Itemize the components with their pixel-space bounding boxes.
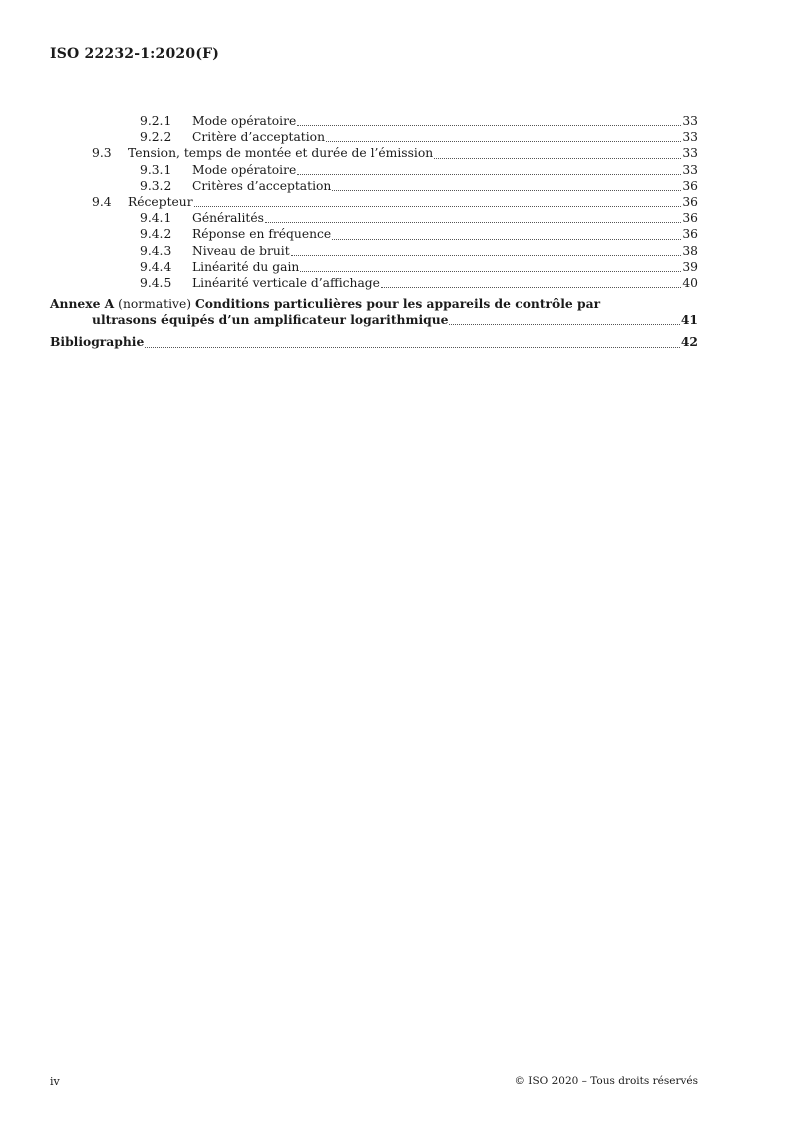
toc-entry-title: Réponse en fréquence (192, 227, 332, 242)
toc-entry-number: 9.3 (92, 146, 112, 161)
toc-entry-number: 9.4.3 (140, 243, 172, 258)
toc-entry-number: 9.4.2 (140, 227, 172, 242)
table-of-contents (50, 113, 698, 351)
annex-label: Annexe A (50, 296, 115, 312)
annex-title-part-1: Conditions particulières pour les appareils de contrôle par (194, 296, 601, 312)
document-id-header: ISO 22232-1:2020(F) (50, 46, 220, 62)
toc-entry-9-2-1[interactable] (50, 113, 698, 129)
footer-page-number: iv (50, 1075, 60, 1088)
annex-type: (normative) (118, 297, 192, 312)
toc-entry-number: 9.2.1 (140, 114, 172, 128)
annex-page: 41 (680, 312, 698, 328)
toc-entry-page: 36 (682, 211, 698, 226)
toc-entry-9-4-1[interactable] (50, 210, 698, 226)
dot-leader (297, 125, 681, 126)
toc-entry-title: Généralités (192, 211, 264, 226)
toc-entry-title: Linéarité verticale d’affichage (192, 275, 380, 290)
dot-leader (332, 239, 681, 240)
toc-entry-bibliography[interactable] (50, 334, 698, 350)
annex-title-line-1 (50, 296, 698, 312)
toc-entry-number: 9.3.2 (140, 178, 172, 193)
footer-copyright: © ISO 2020 – Tous droits réservés (514, 1075, 698, 1087)
toc-entry-9-3-1[interactable] (50, 162, 698, 178)
toc-entry-annex-a[interactable] (50, 296, 698, 328)
dot-leader (145, 347, 680, 348)
toc-entry-number: 9.4.4 (140, 259, 172, 274)
dot-leader (332, 190, 681, 191)
dot-leader (449, 324, 679, 325)
toc-entry-number: 9.4.5 (140, 275, 172, 290)
dot-leader (300, 271, 681, 272)
toc-entry-number: 9.4 (92, 194, 112, 209)
dot-leader (265, 222, 681, 223)
toc-entry-number: 9.3.1 (140, 162, 172, 177)
toc-entry-page: 36 (682, 227, 698, 242)
toc-entry-9-4[interactable] (50, 194, 698, 210)
dot-leader (297, 174, 681, 175)
toc-entry-page: 33 (682, 146, 698, 161)
toc-entry-page: 36 (682, 178, 698, 193)
dot-leader (381, 287, 681, 288)
toc-entry-page: 33 (682, 162, 698, 177)
toc-entry-page: 36 (682, 194, 698, 209)
toc-entry-title: Mode opératoire (192, 114, 297, 128)
toc-entry-9-4-5[interactable] (50, 275, 698, 291)
dot-leader (326, 141, 681, 142)
bibliography-title: Bibliographie (50, 334, 145, 350)
toc-entry-title: Critère d’acceptation (192, 130, 326, 145)
toc-entry-9-4-3[interactable] (50, 243, 698, 259)
dot-leader (434, 158, 681, 159)
toc-entry-page: 33 (682, 114, 698, 128)
dot-leader (291, 255, 681, 256)
toc-entry-page: 39 (682, 259, 698, 274)
toc-entry-number: 9.4.1 (140, 211, 172, 226)
toc-entry-9-3-2[interactable] (50, 178, 698, 194)
toc-entry-9-3[interactable] (50, 145, 698, 161)
dot-leader (194, 206, 681, 207)
toc-entry-title: Niveau de bruit (192, 243, 290, 258)
toc-entry-title: Critères d’acceptation (192, 178, 332, 193)
toc-entry-page: 33 (682, 130, 698, 145)
toc-entry-title: Linéarité du gain (192, 259, 300, 274)
toc-entry-page: 40 (682, 275, 698, 290)
toc-entry-9-4-2[interactable] (50, 226, 698, 242)
toc-entry-title: Mode opératoire (192, 162, 297, 177)
toc-entry-number: 9.2.2 (140, 130, 172, 145)
bibliography-page: 42 (680, 334, 698, 350)
toc-entry-9-2-2[interactable] (50, 129, 698, 145)
toc-entry-page: 38 (682, 243, 698, 258)
annex-title-part-2: ultrasons équipés d’un amplificateur logarithmique (92, 312, 449, 328)
annex-title-line-2 (50, 312, 698, 328)
toc-entry-title: Récepteur (128, 194, 193, 209)
toc-entry-title: Tension, temps de montée et durée de l’émission (128, 146, 434, 161)
toc-entry-9-4-4[interactable] (50, 259, 698, 275)
